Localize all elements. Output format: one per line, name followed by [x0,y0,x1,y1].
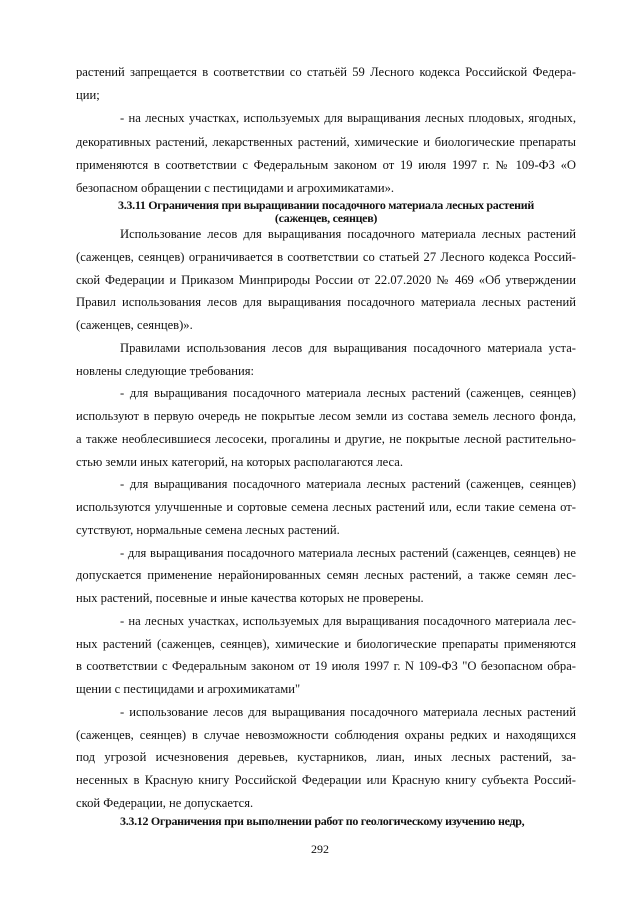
text-line: - для выращивания посадочного материала лесных растений (саженцев, сеянцев) [120,477,576,492]
text-line: Использование лесов для выращивания посадочного материала лесных растений [120,227,576,241]
text-line: под угрозой исчезновения деревьев, кустарников, лиан, иных лесных растений, за- [76,750,576,765]
text-line: сутствуют, нормальные семена лесных растений. [76,522,340,537]
text-line: новлены следующие требования: [76,363,255,378]
text-line: используют в первую очередь не покрытые лесом земли из состава земель лесного фонда, [76,409,576,423]
text-line: несенных в Красную книгу Российской Федерации или Красную книгу субъекта Россий- [76,773,576,787]
text-line: - на лесных участках, используемых для выращивания посадочного материала лес- [120,613,576,628]
text-line: в соответствии с Федеральным законом от 19 июля 1997 г. N 109-ФЗ "О безопасном обра- [76,659,576,674]
text-line: ных растений (саженцев, сеянцев), химические и биологические препараты применяются [76,636,576,651]
text-line: ных растений, посевные и иные качества которых не проверены. [76,591,424,605]
text-line: щении с пестицидами и агрохимикатами" [76,682,301,696]
next-section-heading: 3.3.12 Ограничения при выполнении работ по геологическому изучению недр, [120,814,525,828]
text-line: - для выращивания посадочного материала лесных растений (саженцев, сеянцев) не [120,545,576,560]
text-line: декоративных растений, лекарственных растений, химические и биологические препараты [76,134,576,149]
text-line: ской Федерации и Приказом Минприроды России от 22.07.2020 № 469 «Об утверждении [76,272,576,287]
text-line: Правил использования лесов для выращивания посадочного материала лесных растений [76,295,576,310]
section-heading-line-1: 3.3.11 Ограничения при выращивании посадочного материала лесных растений [118,198,534,212]
text-line: - для выращивания посадочного материала лесных растений (саженцев, сеянцев) [120,386,576,401]
section-heading-line-2: (саженцев, сеянцев) [274,211,378,225]
text-line: (саженцев, сеянцев)». [76,318,193,332]
text-line: - на лесных участках, используемых для выращивания лесных плодовых, ягодных, [120,111,576,126]
text-line: (саженцев, сеянцев) ограничивается в соответствии со статьей 27 Лесного кодекса Россий- [76,249,576,264]
text-line: ции; [76,88,100,103]
text-line: безопасном обращении с пестицидами и агрохимикатами». [76,181,395,195]
text-line: используются улучшенные и сортовые семена лесных растений или, если такие семена от- [76,500,576,514]
text-line: растений запрещается в соответствии со статьёй 59 Лесного кодекса Российской Федера- [76,65,576,79]
text-line: применяются в соответствии с Федеральным законом от 19 июля 1997 г. № 109-ФЗ «О [76,157,576,172]
page-number: 292 [311,842,329,856]
text-line: (саженцев, сеянцев) в случае невозможности соблюдения охраны редких и находящихся [76,727,576,742]
text-line: допускается применение нерайонированных семян лесных растений, а также семян лес- [76,568,576,583]
text-line: - использование лесов для выращивания посадочного материала лесных растений [120,704,576,719]
text-line: стью земли иных категорий, на которых располагаются леса. [76,454,403,469]
text-line: а также необлесившиеся лесосеки, прогалины и другие, не покрытые лесной растительно- [76,431,576,446]
text-line: ской Федерации, не допускается. [76,795,254,810]
text-line: Правилами использования лесов для выращивания посадочного материала уста- [120,340,576,355]
